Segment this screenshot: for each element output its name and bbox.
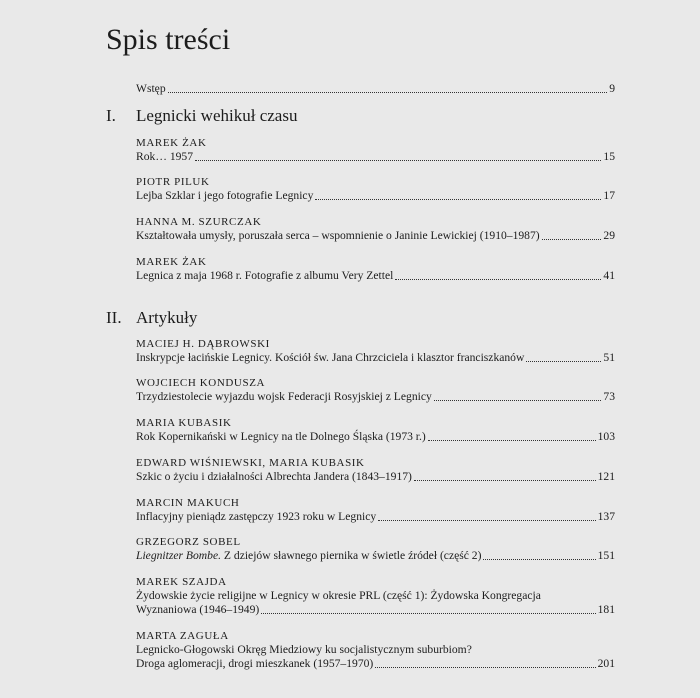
entry-title: Wstęp	[136, 82, 166, 95]
dot-leader	[483, 559, 595, 560]
toc-entry[interactable]	[136, 376, 615, 404]
page-number: 29	[603, 229, 615, 242]
dot-leader	[315, 199, 601, 200]
section-heading-1	[106, 106, 297, 126]
entry-title: Lejba Szklar i jego fotografie Legnicy	[136, 189, 314, 202]
page-title: Spis treści	[106, 23, 231, 56]
dot-leader	[375, 667, 595, 668]
section-heading-2	[106, 308, 197, 328]
entry-title: Kształtowała umysły, poruszała serca – wspomnienie o Janinie Lewickiej (1910–1987)	[136, 229, 540, 242]
entry-author: PIOTR PILUK	[136, 176, 210, 188]
section-numeral: II.	[106, 308, 122, 327]
dot-leader	[195, 160, 601, 161]
toc-entry[interactable]	[136, 629, 615, 671]
dot-leader	[526, 361, 601, 362]
dot-leader	[395, 279, 601, 280]
entry-author: MARIA KUBASIK	[136, 417, 232, 429]
entry-title-cont: Droga aglomeracji, drogi mieszkanek (1957–1970)	[136, 657, 374, 670]
toc-entry[interactable]	[136, 337, 615, 365]
page-number: 121	[597, 470, 615, 483]
page-number: 181	[597, 603, 615, 616]
entry-author: EDWARD WIŚNIEWSKI, MARIA KUBASIK	[136, 457, 365, 469]
entry-author: MARCIN MAKUCH	[136, 497, 240, 509]
entry-title-italic: Liegnitzer Bombe.	[136, 549, 222, 562]
section-numeral: I.	[106, 106, 116, 125]
toc-entry[interactable]	[136, 456, 615, 484]
entry-author: WOJCIECH KONDUSZA	[136, 377, 266, 389]
toc-entry[interactable]	[136, 175, 615, 203]
toc-entry[interactable]	[136, 136, 615, 164]
entry-title: Rok… 1957	[136, 150, 194, 163]
toc-entry-intro[interactable]	[136, 82, 615, 96]
entry-author: HANNA M. SZURCZAK	[136, 216, 262, 228]
page-number: 15	[603, 150, 615, 163]
entry-title: Legnicko-Głogowski Okręg Miedziowy ku socjalistycznym suburbiom?	[136, 643, 472, 656]
entry-title: Inflacyjny pieniądz zastępczy 1923 roku w Legnicy	[136, 510, 377, 523]
entry-author: MAREK SZAJDA	[136, 576, 227, 588]
toc-entry[interactable]	[136, 215, 615, 243]
entry-title: Legnica z maja 1968 r. Fotografie z albumu Very Zettel	[136, 269, 394, 282]
entry-title: Inskrypcje łacińskie Legnicy. Kościół św. Jana Chrzciciela i klasztor franciszkanów	[136, 351, 525, 364]
entry-author: MAREK ŻAK	[136, 256, 207, 268]
dot-leader	[434, 400, 602, 401]
page-number: 51	[603, 351, 615, 364]
entry-author: MAREK ŻAK	[136, 137, 207, 149]
page-number: 103	[597, 430, 615, 443]
dot-leader	[378, 520, 595, 521]
dot-leader	[414, 480, 596, 481]
page-number: 73	[603, 390, 615, 403]
toc-entry[interactable]	[136, 416, 615, 444]
entry-title: Trzydziestolecie wyjazdu wojsk Federacji Rosyjskiej z Legnicy	[136, 390, 432, 403]
dot-leader	[168, 92, 608, 93]
toc-entry[interactable]	[136, 535, 615, 563]
section-name: Legnicki wehikuł czasu	[136, 106, 298, 125]
entry-author: MACIEJ H. DĄBROWSKI	[136, 338, 270, 350]
entry-title: Żydowskie życie religijne w Legnicy w okresie PRL (część 1): Żydowska Kongregacja	[136, 589, 541, 602]
toc-entry[interactable]	[136, 255, 615, 283]
page-number: 137	[597, 510, 615, 523]
entry-title: Szkic o życiu i działalności Albrechta Jandera (1843–1917)	[136, 470, 412, 483]
dot-leader	[261, 613, 595, 614]
section-name: Artykuły	[136, 308, 198, 327]
dot-leader	[542, 239, 602, 240]
page-number: 201	[597, 657, 615, 670]
toc-entry[interactable]	[136, 575, 615, 617]
entry-title: Z dziejów sławnego piernika w świetle źródeł (część 2)	[221, 549, 482, 562]
toc-entry[interactable]	[136, 496, 615, 524]
page-number: 17	[603, 189, 615, 202]
page-number: 151	[597, 549, 615, 562]
page-number: 9	[609, 82, 615, 95]
entry-author: MARTA ZAGUŁA	[136, 630, 229, 642]
page-number: 41	[603, 269, 615, 282]
entry-title: Rok Kopernikański w Legnicy na tle Dolnego Śląska (1973 r.)	[136, 430, 426, 443]
entry-author: GRZEGORZ SOBEL	[136, 536, 241, 548]
dot-leader	[428, 440, 596, 441]
entry-title-cont: Wyznaniowa (1946–1949)	[136, 603, 260, 616]
